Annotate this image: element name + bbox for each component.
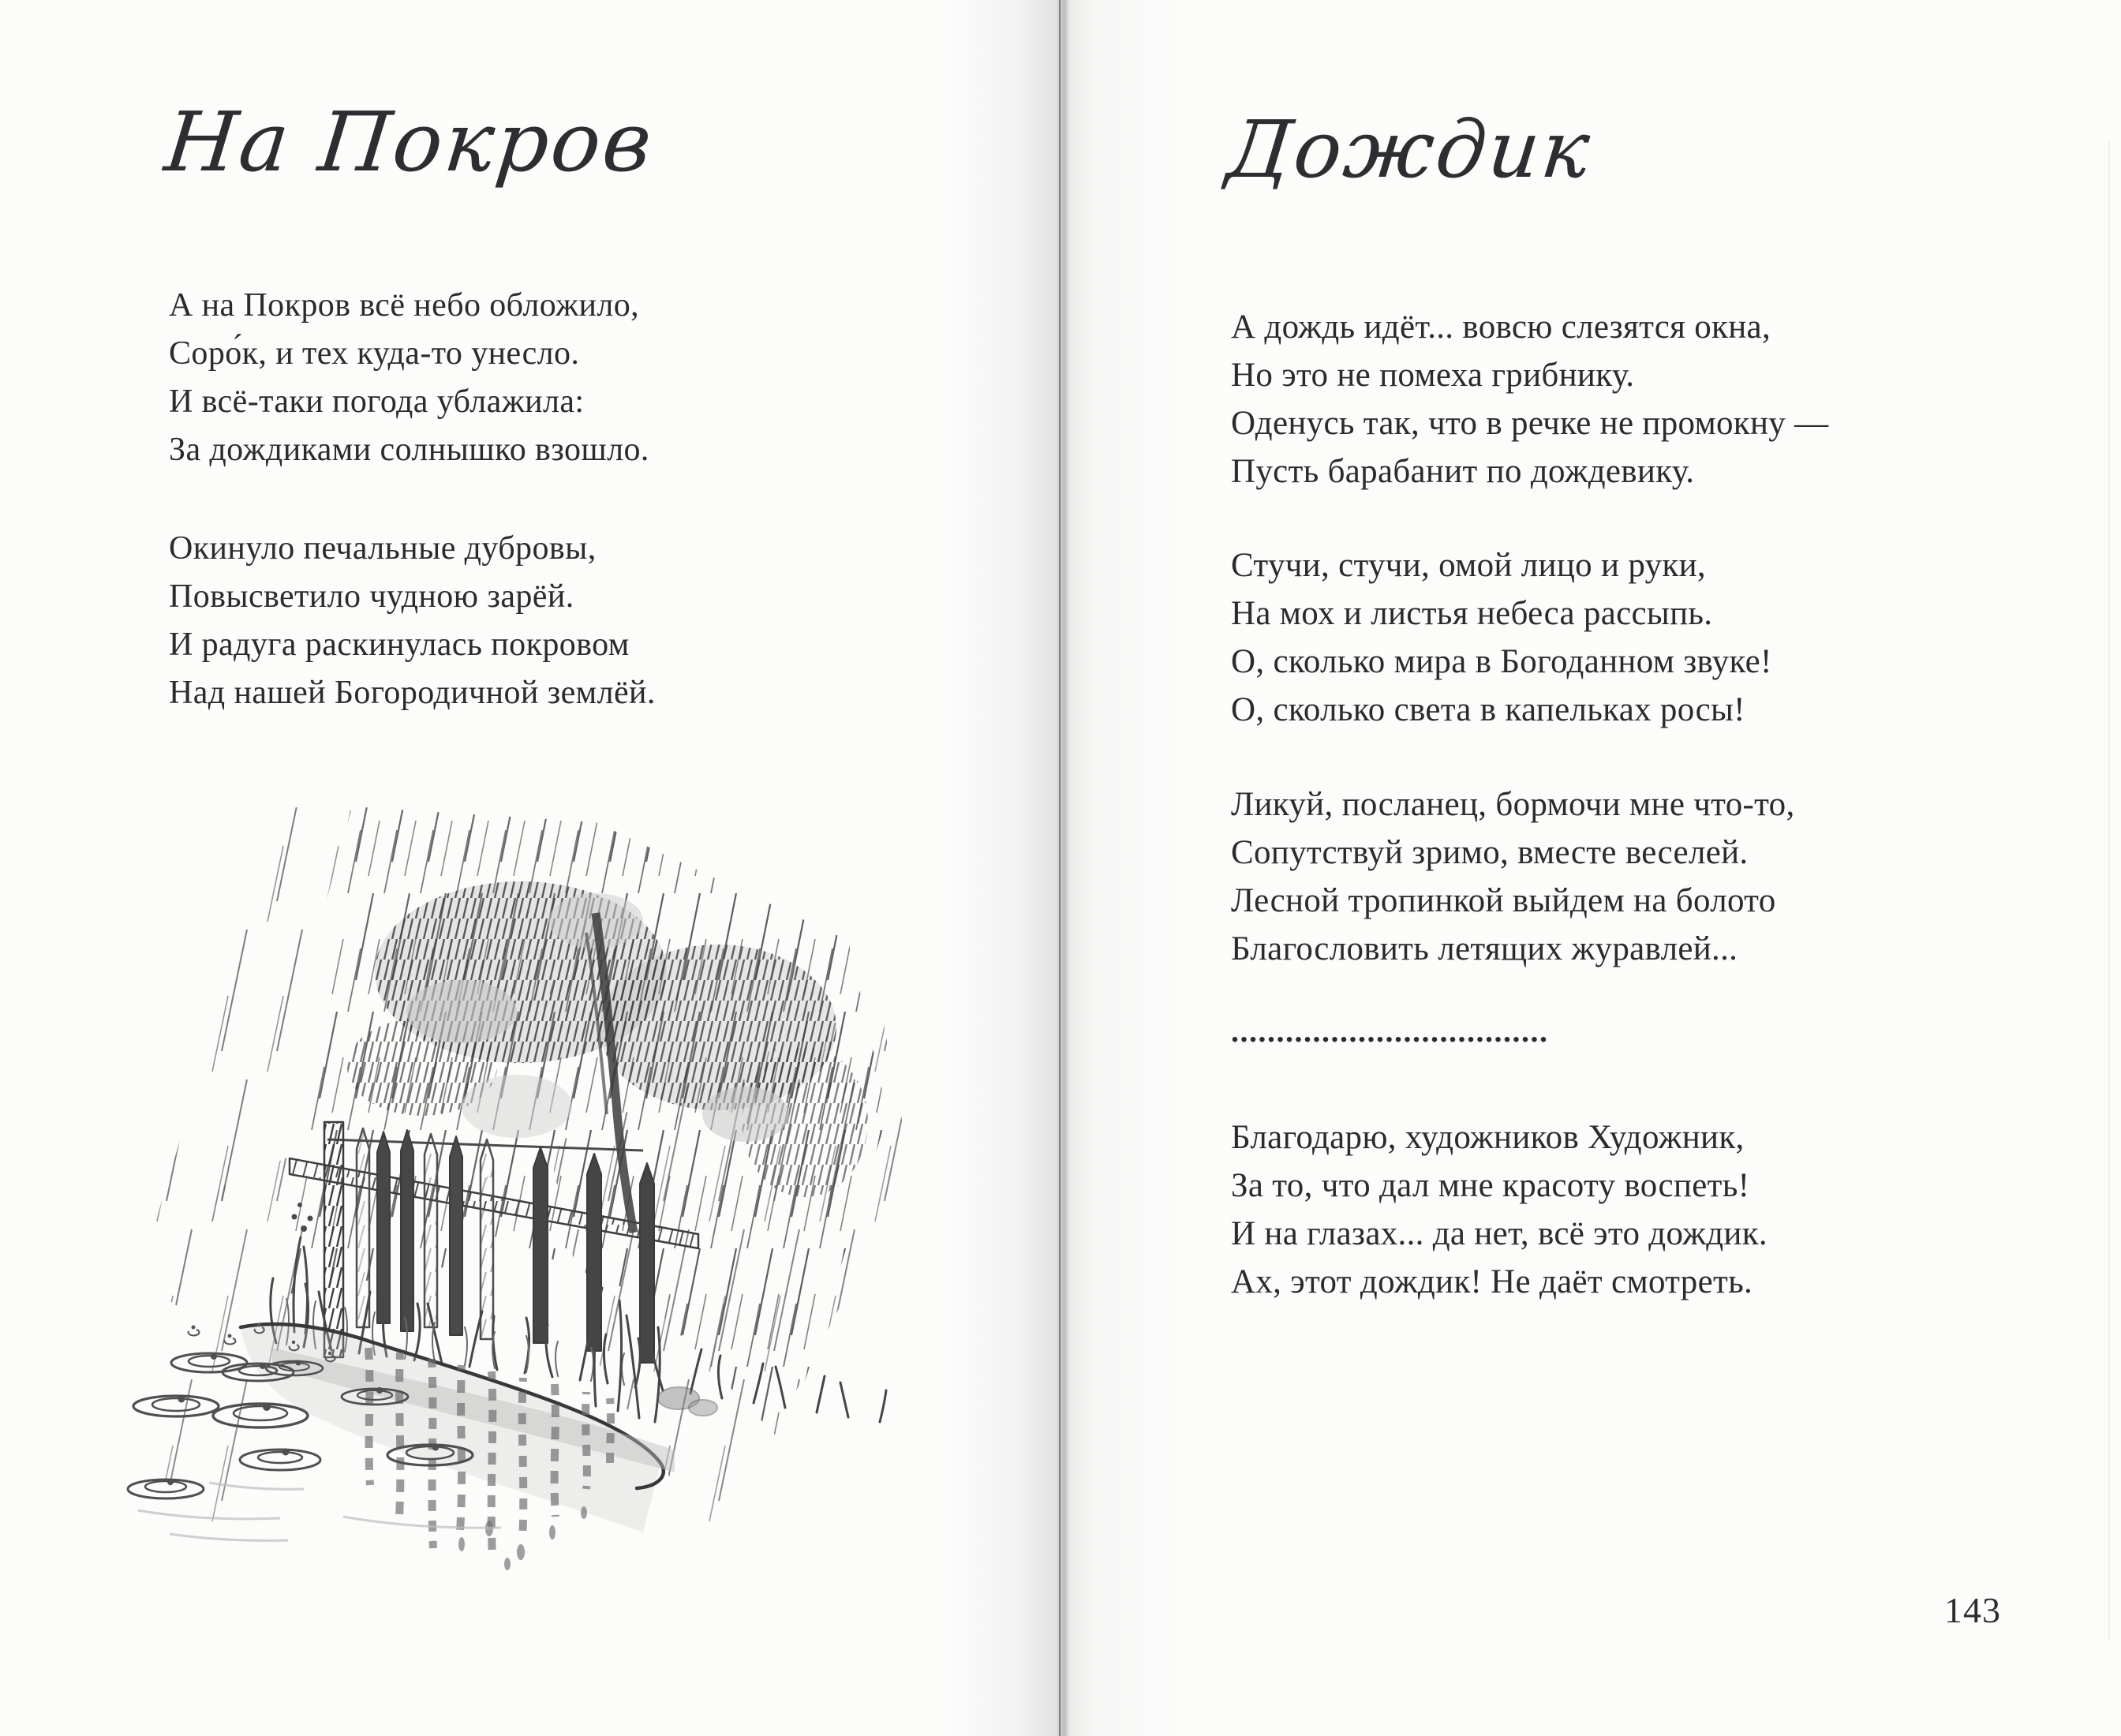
poem-line: Но это не помеха грибнику. (1231, 357, 1635, 394)
page-edge-line (2108, 142, 2110, 1641)
poem-line: А на Покров всё небо обложило, (169, 287, 640, 324)
poem-line: О, сколько мира в Богоданном звуке! (1231, 643, 1772, 680)
left-poem-title: На Покров (160, 94, 659, 190)
left-stanza-2 (169, 525, 656, 717)
left-poem (169, 282, 656, 717)
right-poem (1231, 303, 1828, 1306)
poem-line: Оденусь так, что в речке не промокну — (1231, 405, 1829, 442)
right-poem-title: Дождик (1222, 103, 1596, 196)
book-gutter-shadow (947, 0, 1184, 1736)
poem-line: Пусть барабанит по дождевику. (1231, 453, 1695, 490)
poem-line: На мох и листья небеса рассыпь. (1231, 595, 1713, 632)
poem-line: Сопутствуй зримо, вместе веселей. (1231, 834, 1749, 871)
poem-line: За дождиками солнышко взошло. (169, 432, 649, 468)
poem-line: И на глазах... да нет, всё это дождик. (1231, 1215, 1768, 1252)
poem-line: Благословить летящих журавлей... (1231, 930, 1738, 967)
poem-line: Окинуло печальные дубровы, (169, 530, 597, 567)
poem-line: Благодарю, художников Художник, (1231, 1119, 1745, 1156)
rain-fence-illustration (91, 775, 931, 1572)
poem-line: А дождь идёт... вовсю слезятся окна, (1231, 309, 1771, 346)
poem-line: О, сколько света в капельках росы! (1231, 691, 1745, 728)
poem-line: Соро́к, и тех куда-то унесло. (169, 335, 580, 372)
poem-line: И радуга раскинулась покровом (169, 627, 630, 663)
reflection-drops (458, 1506, 587, 1570)
poem-line: Повысветило чудною зарёй. (169, 578, 574, 615)
stanza-omission-dots: ................................... (1231, 1013, 1549, 1049)
poem-line: Ах, этот дождик! Не даёт смотреть. (1231, 1263, 1753, 1300)
left-stanza-1 (169, 282, 656, 474)
poem-line: И всё-таки погода ублажила: (169, 383, 585, 420)
right-stanza-4 (1231, 1113, 1828, 1306)
right-stanza-2 (1231, 541, 1828, 734)
poem-line: Лесной тропинкой выйдем на болото (1231, 882, 1776, 919)
page-number: 143 (1944, 1590, 2001, 1630)
poem-line: Ликуй, посланец, бормочи мне что-то, (1231, 786, 1795, 823)
right-stanza-3 (1231, 780, 1828, 973)
poem-line: Стучи, стучи, омой лицо и руки, (1231, 547, 1706, 584)
book-gutter (1059, 0, 1060, 1736)
poem-line: За то, что дал мне красоту воспеть! (1231, 1167, 1750, 1204)
right-stanza-1 (1231, 303, 1828, 496)
poem-line: Над нашей Богородичной землёй. (169, 675, 656, 711)
